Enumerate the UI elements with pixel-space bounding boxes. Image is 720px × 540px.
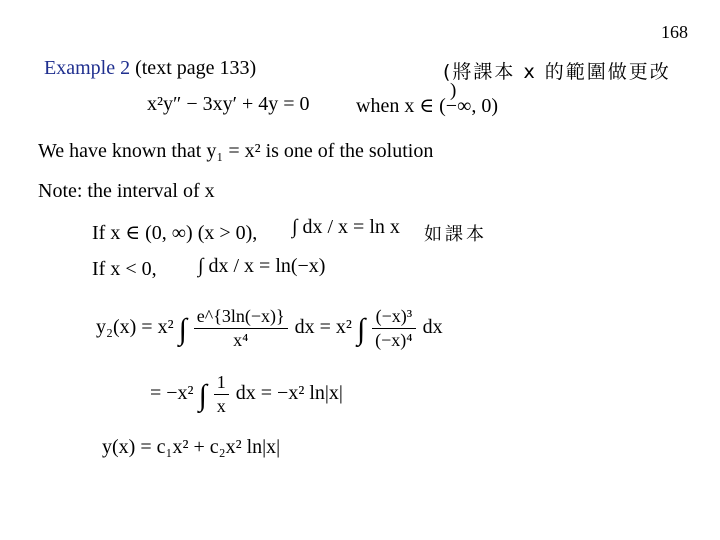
chinese-note-close: ) [450,80,457,101]
frac-den-power: (−x)⁴ [375,330,413,350]
example-reference: (text page 133) [135,57,257,79]
line2-tail: dx = −x² ln|x| [235,382,343,405]
case2-formula: ∫ dx / x = ln(−x) [198,255,326,277]
y2-tail: dx [422,316,443,339]
fraction-exp [194,306,288,351]
case1-chinese-note: 如課本 [424,224,487,245]
example-label: Example 2 [44,57,131,79]
known-solution-text: We have known that y₁ = x² is one of the solution [38,140,434,162]
frac-num-one: 1 [214,372,229,395]
frac-num-exp: e^{3ln(−x)} [194,306,288,329]
fraction-power [372,306,415,351]
integral-sign-icon: ∫ [198,379,207,413]
frac-den-x4: x⁴ [233,330,249,350]
y2-derivation [96,306,443,351]
case1-condition: If x ∈ (0, ∞) (x > 0), [92,222,258,244]
domain-condition: when x ∈ (−∞, 0) [356,95,498,117]
simplification-line [150,372,343,417]
general-solution: y(x) = c₁x² + c₂x² ln|x| [102,436,281,458]
page-number: 168 [661,22,688,42]
integral-sign-icon: ∫ [356,313,366,347]
integral-sign-icon: ∫ [178,313,187,347]
frac-den-x: x [216,396,226,416]
chinese-note: (將課本 x 的範圍做更改 [443,61,671,83]
frac-num-power: (−x)³ [372,306,415,329]
y2-middle: dx = x² [294,316,352,339]
case1-formula: ∫ dx / x = ln x [292,216,400,238]
case2-condition: If x < 0, [92,258,157,280]
interval-note: Note: the interval of x [38,180,215,202]
example-heading [44,57,256,80]
fraction-one-over-x [214,372,229,417]
line2-lhs: = −x² [150,382,194,405]
main-equation: x²y″ − 3xy′ + 4y = 0 [147,93,310,115]
y2-lhs: y₂(x) = x² [96,316,174,339]
